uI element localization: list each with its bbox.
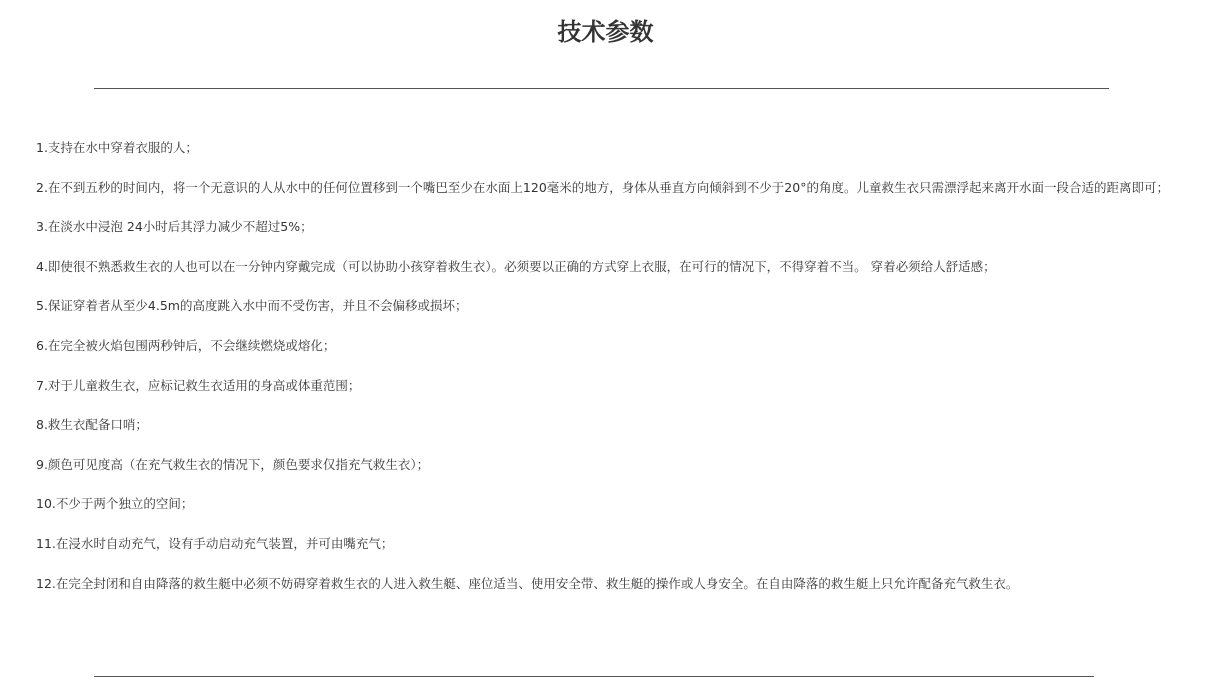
spec-item-1: 1.支持在水中穿着衣服的人；: [36, 140, 198, 155]
spec-item-5: 5.保证穿着者从至少4.5m的高度跳入水中而不受伤害，并且不会偏移或损坏；: [36, 298, 468, 314]
spec-item-2: 2.在不到五秒的时间内，将一个无意识的人从水中的任何位置移到一个嘴巴至少在水面上120毫米的地方，身体从垂直方向倾斜到不少于20°的角度。儿童救生衣只需漂浮起来离开水面一段合适的距离即可；: [36, 179, 1169, 195]
bottom-divider: [94, 676, 1094, 677]
spec-item-10: 10.不少于两个独立的空间；: [36, 496, 194, 512]
spec-item-8: 8.救生衣配备口哨；: [36, 417, 148, 433]
spec-item-4: 4.即使很不熟悉救生衣的人也可以在一分钟内穿戴完成（可以协助小孩穿着救生衣）。必须要以正确的方式穿上衣服，在可行的情况下，不得穿着不当。 穿着必须给人舒适感；: [36, 258, 996, 274]
spec-item-7: 7.对于儿童救生衣，应标记救生衣适用的身高或体重范围；: [36, 377, 361, 393]
spec-item-9: 9.颜色可见度高（在充气救生衣的情况下，颜色要求仅指充气救生衣）；: [36, 456, 430, 472]
spec-item-3: 3.在淡水中浸泡 24小时后其浮力减少不超过5%；: [36, 219, 313, 235]
spec-item-11: 11.在浸水时自动充气，设有手动启动充气装置，并可由嘴充气；: [36, 535, 394, 551]
spec-item-12: 12.在完全封闭和自由降落的救生艇中必须不妨碍穿着救生衣的人进入救生艇、座位适当、使用安全带、救生艇的操作或人身安全。在自由降落的救生艇上只允许配备充气救生衣。: [36, 575, 1019, 591]
top-divider: [94, 88, 1109, 89]
spec-item-6: 6.在完全被火焰包围两秒钟后，不会继续燃烧或熔化；: [36, 337, 336, 353]
spec-list: [36, 128, 1186, 603]
page-title: 技术参数: [557, 18, 654, 46]
